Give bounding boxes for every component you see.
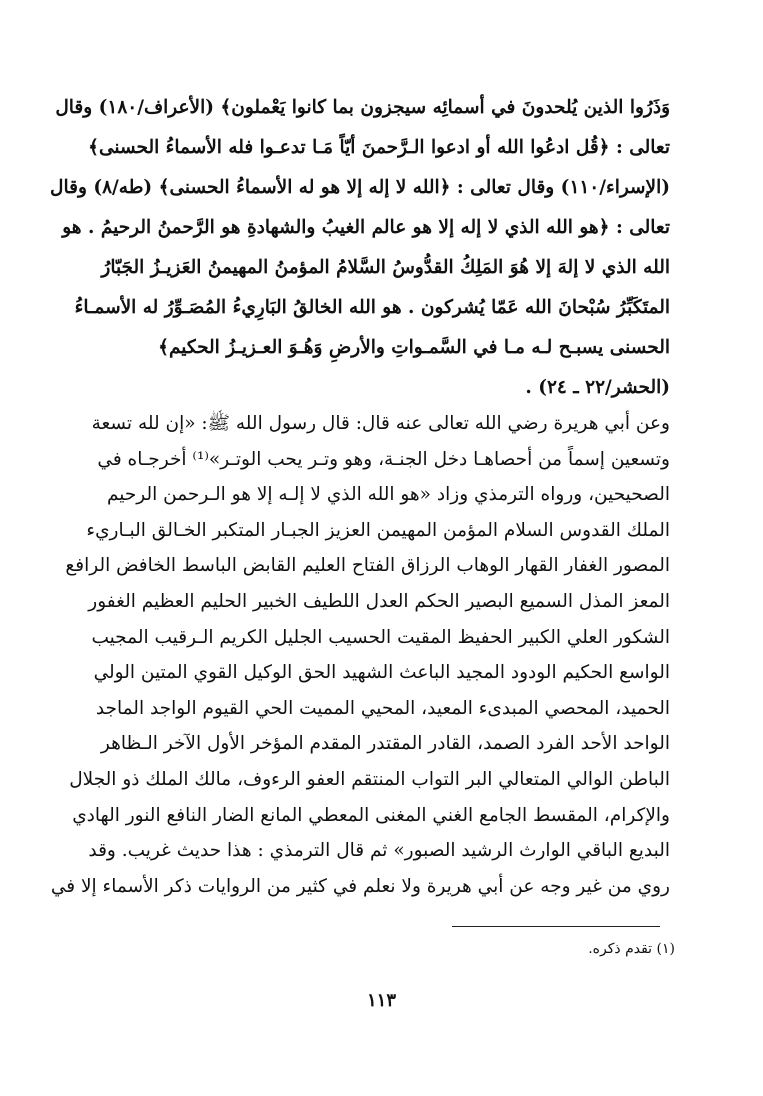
text-line: (الحشر/٢٢ ـ ٢٤) . [525,377,670,398]
text-line: البديع الباقي الوارث الرشيد الصبور» ثم قال الترمذي : هذا حديث غريب. وقد [88,840,670,862]
text-line: (الإسراء/١١٠) وقال تعالى : ﴿الله لا إله إلا هو له الأسماءُ الحسنى﴾ (طه/٨) وقال [50,177,670,198]
text-line: الواسع الحكيم الودود المجيد الباعث الشهيد الحق الوكيل القوي المتين الولي [93,662,670,684]
hadith-paragraph [50,406,670,904]
text-line: وعن أبي هريرة رضي الله تعالى عنه قال: قال رسول الله ﷺ: «إن لله تسعة [91,413,670,434]
text-line: وتسعين إسماً من أحصاهـا دخل الجنـة، وهو وتـر يحب الوتـر»⁽¹⁾ أخرجـاه في [97,448,670,470]
footnote-divider [452,926,660,927]
text-line: الصحيحين، ورواه الترمذي وزاد «هو الله الذي لا إلـه إلا هو الـرحمن الرحيم [106,484,670,506]
text-line: المتَكَبِّرُ سُبْحانَ الله عَمّا يُشركون . هو الله الخالقُ البَارِيءُ المُصَـوِّرُ له الأسمـاءُ [74,297,670,318]
text-line: الحسنى يسبـح لـه مـا في السَّمـواتِ والأرضِ وَهُـوَ العـزيـزُ الحكيم﴾ [158,337,670,358]
quran-verses-paragraph [50,88,670,408]
text-line: تعالى : ﴿هو الله الذي لا إله إلا هو عالم الغيبُ والشهادةِ هو الرَّحمنُ الرحيمُ . هو [62,217,670,238]
page-number: ١١٣ [366,990,396,1011]
text-line: الشكور العلي الكبير الحفيظ المقيت الحسيب الجليل الكريم الـرقيب المجيب [91,626,670,648]
text-line: وَذَرُوا الذين يُلحدونَ في أسمائِه سيجزون بما كانوا يَعْملون﴾ (الأعراف/١٨٠) وقال [55,97,670,118]
text-line: المعز المذل السميع البصير الحكم العدل اللطيف الخبير الحليم العظيم الغفور [88,590,670,612]
text-line: الملك القدوس السلام المؤمن المهيمن العزيز الجبـار المتكبر الخـالق البـاريء [86,519,670,541]
text-line: الله الذي لا إلهَ إلا هُوَ المَلِكُ القدُّوسُ السَّلامُ المؤمنُ المهيمنُ العَزيـزُ الجَبّارُ [101,257,670,278]
text-line: الحميد، المحصي المبدىء المعيد، المحيي المميت الحي القيوم الواجد الماجد [95,697,670,719]
text-line: الواحد الأحد الفرد الصمد، القادر المقتدر المقدم المؤخر الأول الآخر الـظاهر [100,733,670,755]
text-line: المصور الغفار القهار الوهاب الرزاق الفتاح العليم القابض الباسط الخافض الرافع [65,555,670,577]
text-line: تعالى : ﴿قُل ادعُوا الله أو ادعوا الـرَّحمنَ أيّاً مَـا تدعـوا فله الأسماءُ الحسنى﴾ [88,137,670,158]
footnote: (١) تقدم ذكره. [588,941,675,957]
text-line: والإكرام، المقسط الجامع الغني المغنى المعطي المانع الضار النافع النور الهادي [72,804,670,826]
text-line: روي من غير وجه عن أبي هريرة ولا نعلم في كثير من الروايات ذكر الأسماء إلا في [50,875,670,897]
text-line: الباطن الوالي المتعالي البر التواب المنتقم العفو الرءوف، مالك الملك ذو الجلال [69,768,670,790]
